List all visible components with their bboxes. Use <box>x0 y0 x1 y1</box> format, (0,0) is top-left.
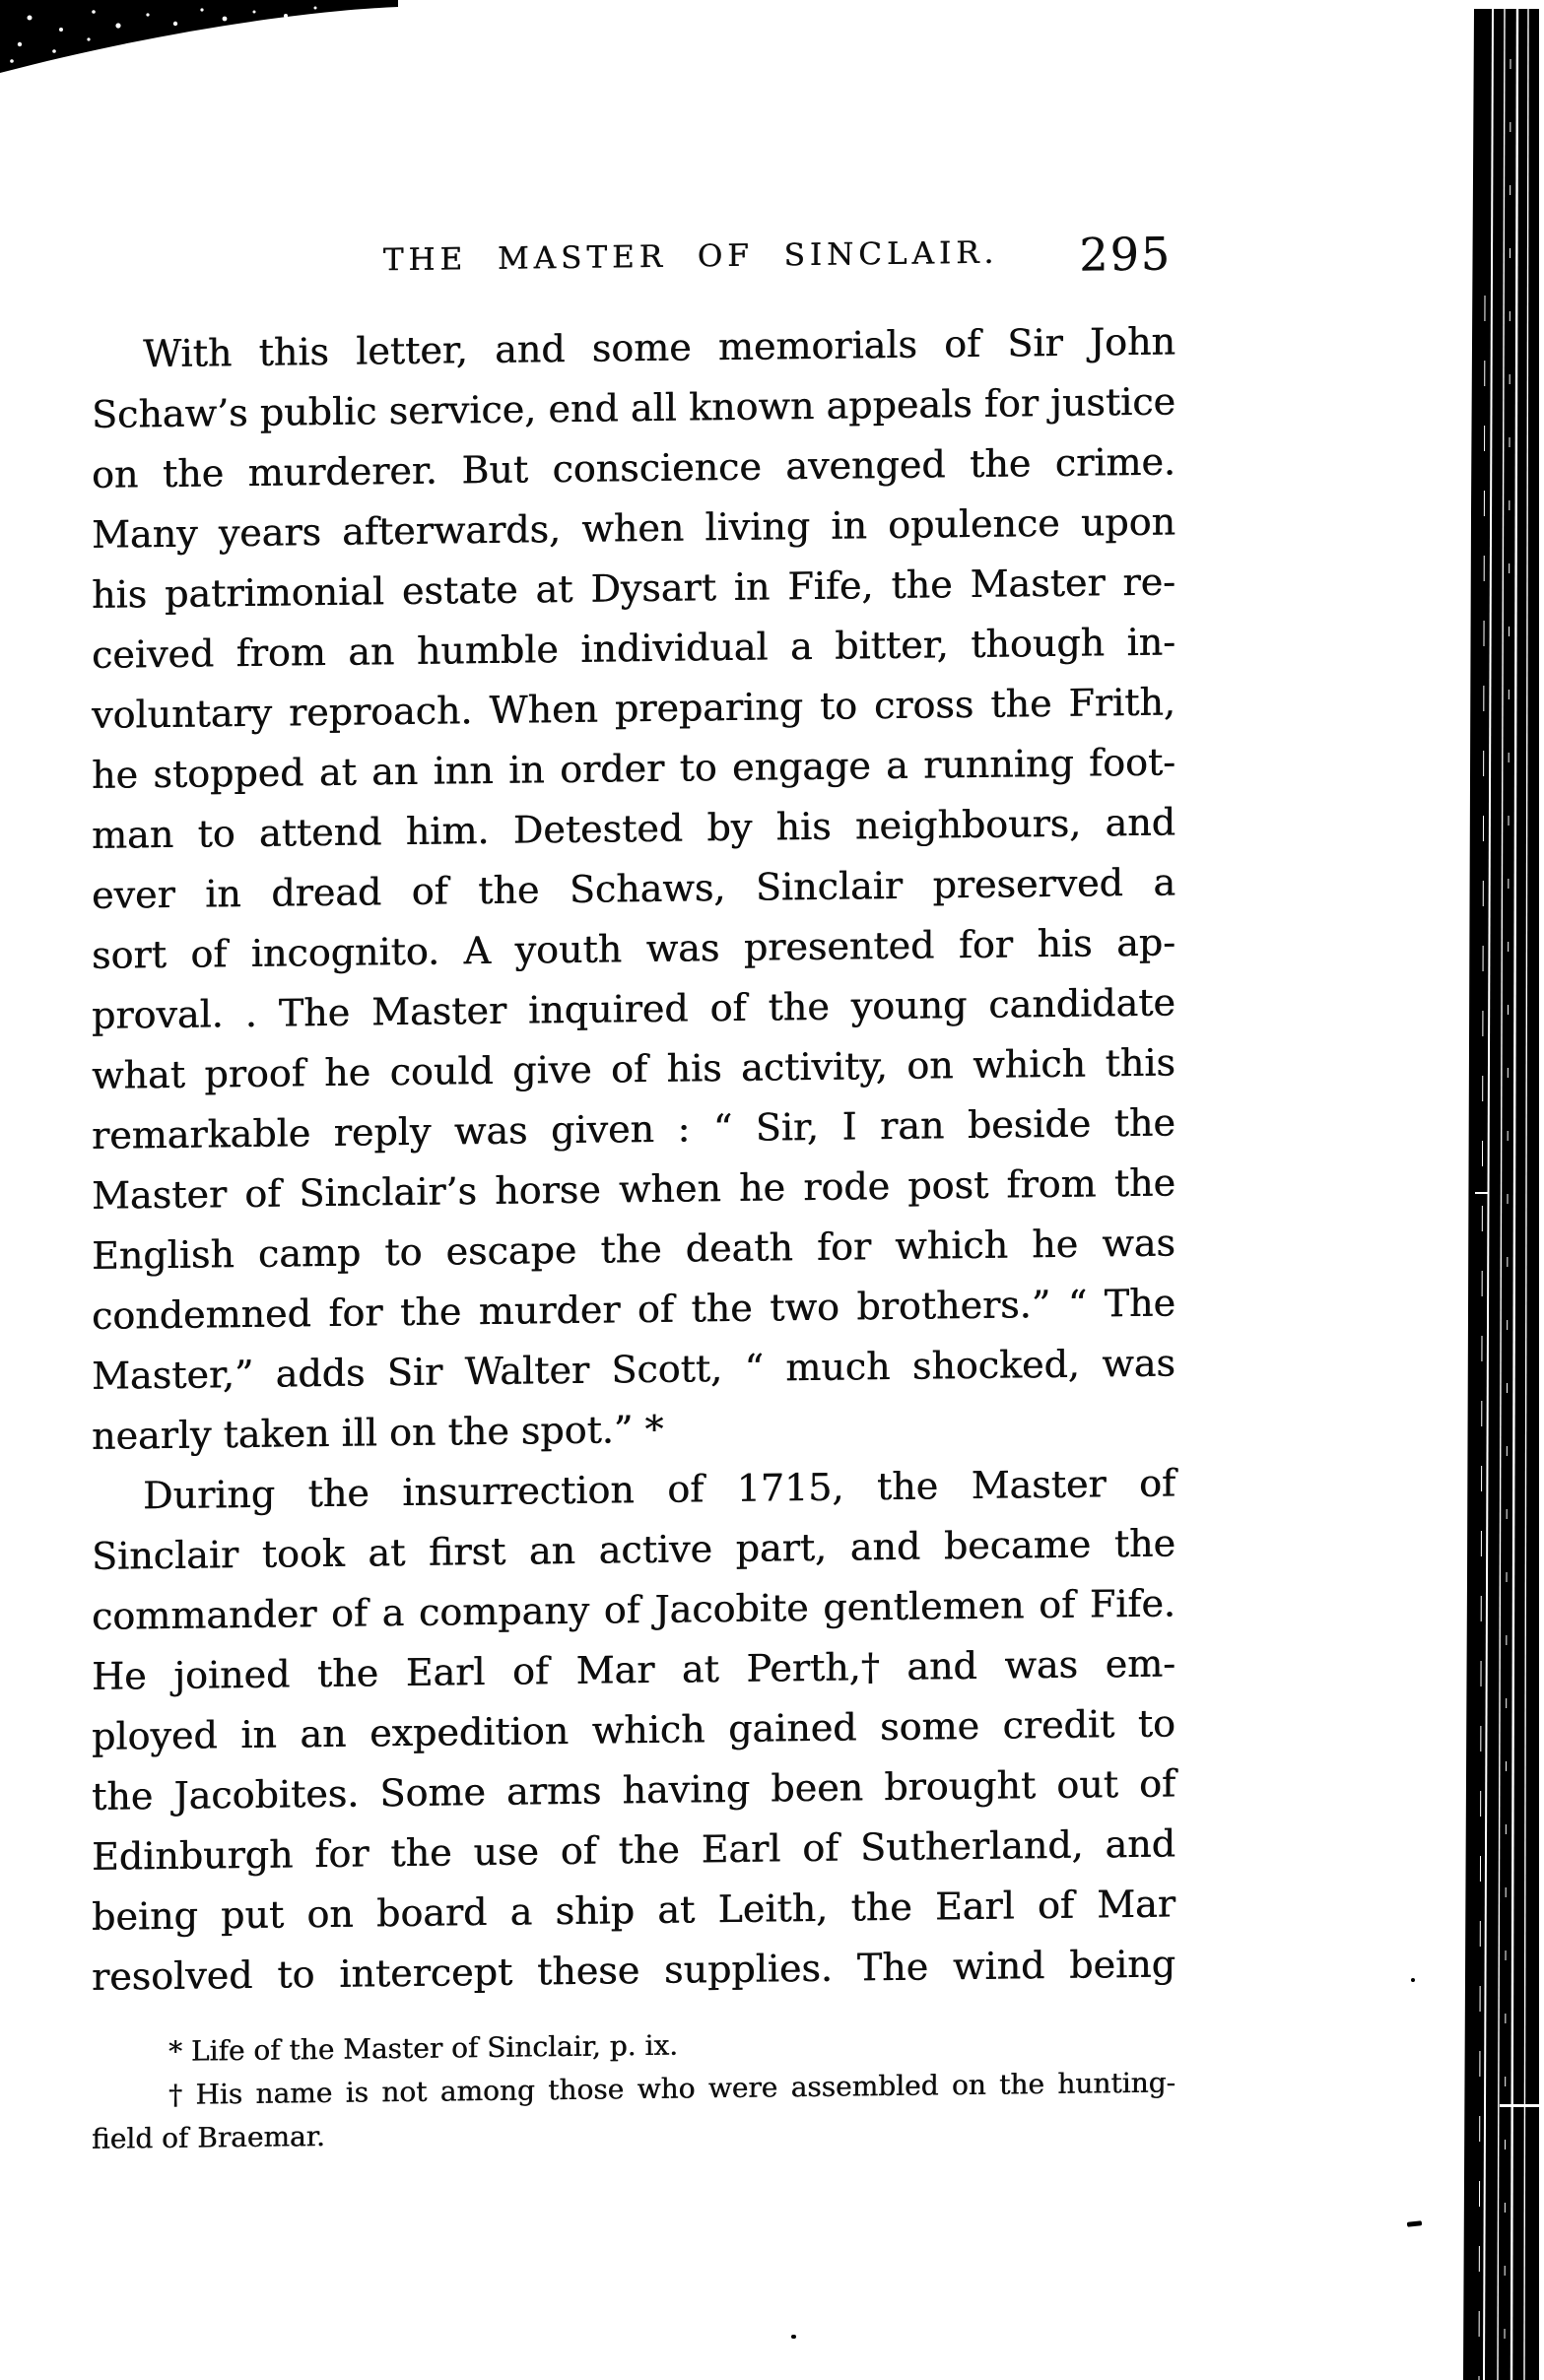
text-line: commander of a company of Jacobite gentlemen of Fife. <box>92 1581 1175 1638</box>
text-line: remarkable reply was given : “ Sir, I ran beside the <box>92 1100 1175 1157</box>
text-line: Edinburgh for the use of the Earl of Sutherland, and <box>92 1821 1175 1879</box>
text-line: his patrimonial estate at Dysart in Fife, the Master re- <box>92 560 1175 617</box>
text-line: ever in dread of the Schaws, Sinclair preserved a <box>92 860 1175 917</box>
running-header <box>84 227 1175 309</box>
text-line: Master,” adds Sir Walter Scott, “ much shocked, was <box>92 1341 1175 1398</box>
text-line: voluntary reproach. When preparing to cross the Frith, <box>92 680 1175 737</box>
footnotes <box>84 2017 1175 2161</box>
ink-speck <box>791 2335 796 2339</box>
text-line: † His name is not among those who were assembled on the hunting- <box>168 2066 1175 2111</box>
text-line: Schaw’s public service, end all known appeals for justice <box>92 379 1175 436</box>
text-line: proval. . The Master inquired of the young candidate <box>92 980 1175 1037</box>
text-line: resolved to intercept these supplies. The wind being <box>92 1942 1175 1999</box>
text-line: Many years afterwards, when living in opulence upon <box>92 499 1175 557</box>
text-line: condemned for the murder of the two brothers.” “ The <box>92 1281 1175 1338</box>
page-number: 295 <box>1079 227 1172 282</box>
text-line: During the insurrection of 1715, the Master of <box>143 1461 1175 1518</box>
text-line: he stopped at an inn in order to engage a running foot- <box>92 740 1175 797</box>
ink-speck <box>1407 2220 1422 2227</box>
text-line: what proof he could give of his activity, on which this <box>92 1040 1175 1097</box>
text-line: sort of incognito. A youth was presented for his ap- <box>92 920 1175 977</box>
page-curl-artifact <box>0 0 414 89</box>
text-line: man to attend him. Detested by his neighbours, and <box>92 800 1175 857</box>
text-block <box>84 227 1175 2161</box>
text-line: Master of Sinclair’s horse when he rode post from the <box>92 1160 1175 1218</box>
text-line: the Jacobites. Some arms having been brought out of <box>92 1761 1175 1818</box>
book-gutter-artifact <box>1455 0 1544 2380</box>
text-line: on the murderer. But conscience avenged the crime. <box>92 439 1175 496</box>
text-line: With this letter, and some memorials of Sir John <box>143 319 1175 376</box>
text-line: ceived from an humble individual a bitter, though in- <box>92 620 1175 677</box>
text-line: being put on board a ship at Leith, the Earl of Mar <box>92 1882 1175 1939</box>
ink-speck <box>1411 1978 1415 1982</box>
body-text <box>84 311 1175 2008</box>
page-header-title: THE MASTER OF SINCLAIR. <box>382 234 999 279</box>
text-line: English camp to escape the death for which he was <box>92 1221 1175 1278</box>
text-line: ployed in an expedition which gained some credit to <box>92 1701 1175 1758</box>
text-line: * Life of the Master of Sinclair, p. ix. <box>168 2028 679 2068</box>
text-line: field of Braemar. <box>92 2120 325 2155</box>
text-line: He joined the Earl of Mar at Perth,† and was em- <box>92 1641 1175 1698</box>
text-line: nearly taken ill on the spot.” * <box>92 1407 664 1458</box>
text-line: Sinclair took at first an active part, and became the <box>92 1521 1175 1578</box>
